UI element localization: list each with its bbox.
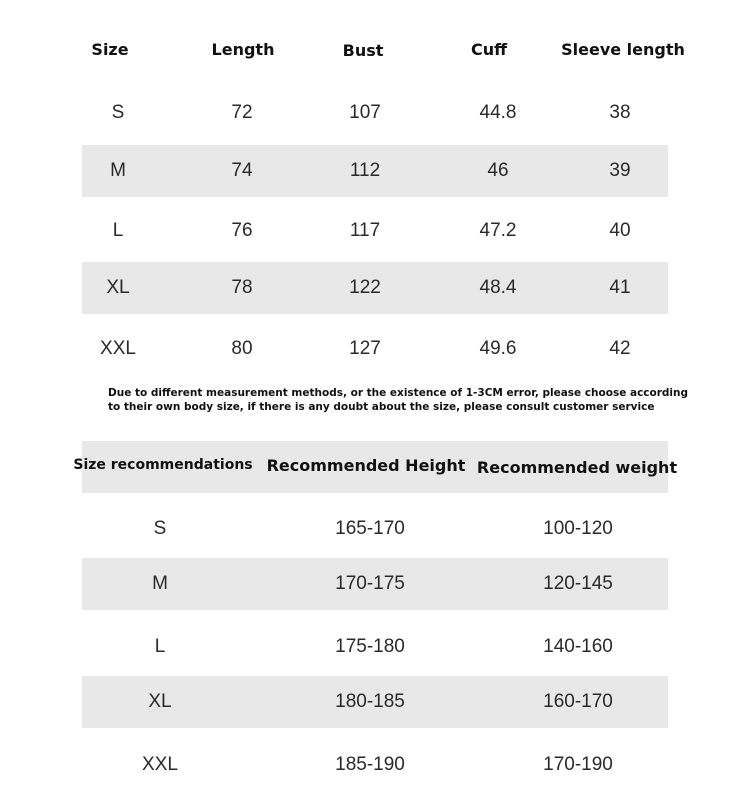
header-recommended-weight: Recommended weight	[476, 458, 678, 477]
measurement-row-xxl	[82, 323, 668, 375]
cell-bust: 122	[349, 277, 381, 298]
measurement-note	[108, 386, 698, 414]
header-length: Length	[211, 40, 275, 59]
measurement-row-s	[82, 87, 668, 139]
cell-size: XXL	[142, 754, 178, 775]
cell-size: S	[111, 102, 125, 123]
cell-cuff: 47.2	[479, 220, 517, 241]
measurement-row-xl	[82, 262, 668, 314]
cell-bust: 117	[349, 220, 381, 241]
cell-bust: 127	[349, 338, 381, 359]
cell-size: M	[152, 573, 168, 594]
cell-sleeve-length: 38	[609, 102, 631, 123]
cell-sleeve-length: 39	[609, 160, 631, 181]
header-bust: Bust	[342, 41, 384, 60]
cell-weight: 120-145	[543, 573, 613, 594]
cell-sleeve-length: 42	[609, 338, 631, 359]
cell-bust: 112	[349, 160, 381, 181]
cell-weight: 170-190	[543, 754, 613, 775]
recommendation-row-xxl	[82, 739, 668, 791]
cell-height: 175-180	[335, 636, 405, 657]
measurement-row-m	[82, 145, 668, 197]
cell-height: 170-175	[335, 573, 405, 594]
cell-size: XL	[106, 277, 130, 298]
header-size-recommendations: Size recommendations	[73, 457, 253, 473]
cell-length: 80	[231, 338, 253, 359]
cell-height: 180-185	[335, 691, 405, 712]
cell-cuff: 49.6	[479, 338, 517, 359]
header-size: Size	[91, 40, 129, 59]
recommendation-row-xl	[82, 676, 668, 728]
cell-cuff: 44.8	[479, 102, 517, 123]
note-line-1: Due to different measurement methods, or the existence of 1-3CM error, please choose according	[108, 387, 689, 399]
cell-height: 165-170	[335, 518, 405, 539]
header-recommended-height: Recommended Height	[266, 456, 466, 475]
cell-sleeve-length: 41	[609, 277, 631, 298]
cell-weight: 160-170	[543, 691, 613, 712]
cell-cuff: 46	[487, 160, 509, 181]
cell-size: L	[112, 220, 124, 241]
cell-size: M	[110, 160, 126, 181]
header-sleeve-length: Sleeve length	[561, 40, 685, 59]
cell-length: 72	[231, 102, 253, 123]
cell-cuff: 48.4	[479, 277, 517, 298]
cell-length: 74	[231, 160, 253, 181]
recommendation-row-s	[82, 503, 668, 555]
cell-height: 185-190	[335, 754, 405, 775]
cell-size: XL	[148, 691, 172, 712]
cell-bust: 107	[349, 102, 381, 123]
cell-size: L	[154, 636, 166, 657]
recommendation-row-l	[82, 621, 668, 673]
cell-length: 76	[231, 220, 253, 241]
cell-size: XXL	[100, 338, 136, 359]
cell-size: S	[153, 518, 167, 539]
header-cuff: Cuff	[470, 40, 508, 59]
cell-sleeve-length: 40	[609, 220, 631, 241]
recommendation-row-m	[82, 558, 668, 610]
note-line-2: to their own body size, if there is any doubt about the size, please consult customer service	[108, 401, 655, 413]
cell-weight: 100-120	[543, 518, 613, 539]
cell-weight: 140-160	[543, 636, 613, 657]
cell-length: 78	[231, 277, 253, 298]
measurement-row-l	[82, 205, 668, 257]
